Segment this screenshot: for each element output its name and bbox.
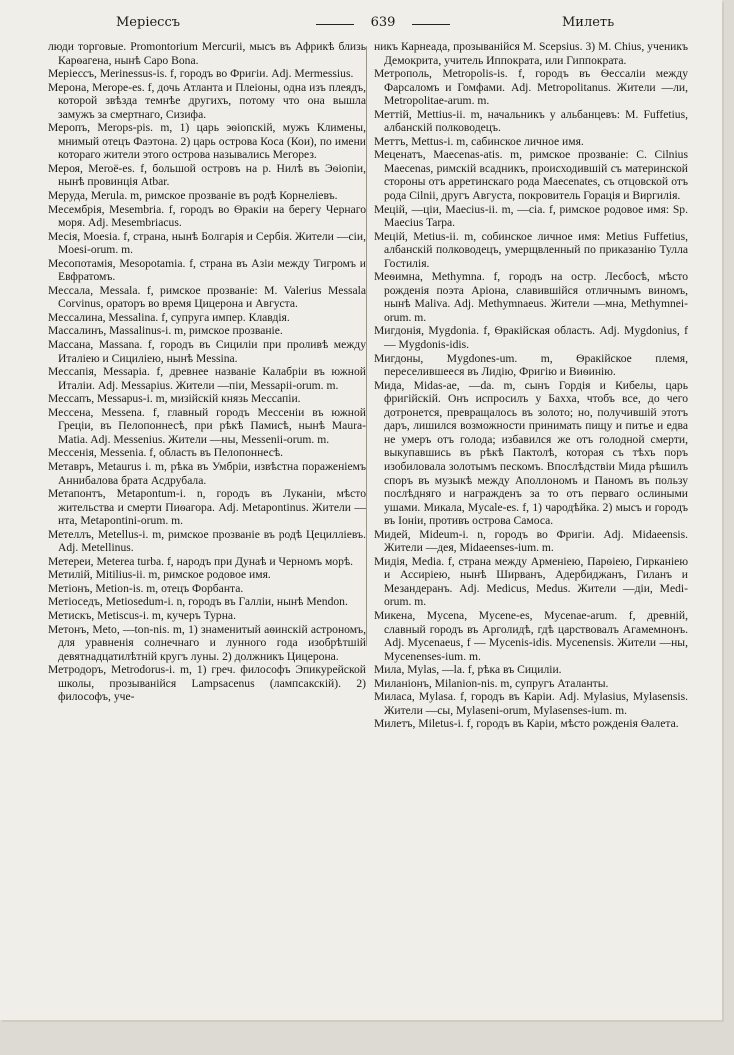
dictionary-entry: Месембрiя, Mesembria. f, городъ во Ѳракiи на берегу Чернаго моря. Adj. Mesembriacus. (48, 202, 366, 230)
dictionary-entry: Меропъ, Merops-pis. m, 1) царь эѳiопскiй, мужъ Климены, мнимый отецъ Фаэтона. 2) царь острова Коса (Кои), по имени котораго жители этого острова назывались Мегорез. (48, 121, 366, 162)
right-column (374, 40, 688, 731)
dictionary-entry: Мидей, Mideum-i. n, городъ во Фригiи. Adj. Midaeensis. Жители —дея, Midaeenses-ium. m. (374, 527, 688, 555)
dictionary-entry: Мецiй, —цiи, Maecius-ii. m, —cia. f, римское родовое имя: Sp. Maecius Tarpa. (374, 202, 688, 230)
dictionary-entry: Метонъ, Meto, —ton-nis. m, 1) знаменитый аѳинскiй астрономъ, для уравненiя солнечнаго и лунного года изобрѣтшiй девятнадцатилѣтнiй кругъ луны. 2) должникъ Цицерона. (48, 622, 366, 663)
dictionary-entry: Метискъ, Metiscus-i. m, кучеръ Турна. (48, 608, 236, 622)
dictionary-entry: люди торговые. Promontorium Mercurii, мысъ въ Африкѣ близь Карѳагена, нынѣ Capo Bona. (48, 40, 366, 67)
dictionary-entry: Метилiй, Mitilius-ii. m, римское родовое имя. (48, 568, 271, 582)
dictionary-entry: Метапонтъ, Metapontum-i. n, городъ въ Луканiи, мѣсто жительства и смерти Пиѳагора. Adj. Metapontinus. Жители —нта, Metapontini-orum. m. (48, 487, 366, 528)
dictionary-entry: Мессапiя, Messapia. f, древнее названiе Калабрiи въ южной Италiи. Adj. Messapius. Жители —пiи, Messapii-orum. m. (48, 365, 366, 392)
dictionary-entry: Метеллъ, Metellus-i. m, римское прозванiе въ родѣ Цециллiевъ. Adj. Metellinus. (48, 527, 366, 555)
dictionary-entry: Миласа, Mylasa. f, городъ въ Карiи. Adj. Mylasius, Mylasensis. Жители —сы, Mylaseni-orum, Mylasenses-ium. m. (374, 690, 688, 717)
dictionary-entry: Мила, Mylas, —la. f, рѣка въ Сицилiи. (374, 663, 562, 677)
header-right-word: Милеть (562, 15, 615, 30)
dictionary-entry: никъ Карнеада, прозыванiйся M. Scepsius. 3) M. Chius, ученикъ Демокрита, учитель Иппократа, или Гиппократа. (374, 40, 688, 67)
dictionary-entry: Меруда, Merula. m, римское прозванiе въ родѣ Корнелiевъ. (48, 189, 338, 203)
dictionary-entry: Мессенiя, Messenia. f, область въ Пелопоннесѣ. (48, 446, 284, 460)
dictionary-entry: Мессала, Messala. f, римское прозванiе: M. Valerius Messala Corvinus, ораторъ во время Цицерона и Августа. (48, 283, 366, 311)
dictionary-entry: Метрополь, Metropolis-is. f, городъ въ Ѳессалiи между Фарсаломъ и Гомфами. Adj. Metropolitanus. Жители —ли, Metropolitae-arum. m. (374, 67, 688, 108)
dictionary-entry: Мерона, Merope-es. f, дочь Атланта и Плеiоны, одна изъ плеядъ, которой звѣзда темнѣе другихъ, потому что она вышла замужъ за смертнаго, Сизифа. (48, 80, 366, 121)
dictionary-entry: Месопотамiя, Mesopotamia. f, страна въ Азiи между Тигромъ и Евфратомъ. (48, 256, 366, 284)
dictionary-entry: Милетъ, Miletus-i. f, городъ въ Карiи, мѣсто рожденiя Ѳалета. (374, 717, 679, 731)
dictionary-entry: Метiонъ, Metion-is. m, отецъ Форбанта. (48, 581, 244, 595)
dictionary-entry: Массана, Massana. f, городъ въ Сицилiи при проливѣ между Италiею и Сицилiею, нынѣ Messina. (48, 338, 366, 365)
dictionary-entry: Метiоседъ, Metiosedum-i. n, городъ въ Галлiи, нынѣ Mendon. (48, 595, 348, 609)
page-header (50, 12, 700, 34)
dictionary-entry: Мида, Midas-ae, —da. m, сынъ Гордiя и Кибелы, царь фригiйскiй. Онъ испросилъ у Бахха, чтобъ все, до чего дотронется, превращалось въ золото; но, получившiй этотъ даръ, лишился возможности принимать пищу и питье и едва не умеръ отъ голода; избавился же отъ голодной смерти, выкупавшись въ рѣкѣ Пактолѣ, которая съ тѣхъ поръ изобиловала золотымъ пескомъ. Впослѣдствiи Мида рѣшилъ споръ въ музыкѣ между Аполлономъ и Паномъ въ пользу послѣдняго и награжденъ за то отъ перваго ослиными ушами. Микала, Mycale-es. f, 1) чародѣйка. 2) мысъ и городъ въ Iонiи, противъ острова Самоса. (374, 378, 688, 528)
dictionary-entry: Мецiй, Metius-ii. m, собинское личное имя: Metius Fuffetius, албанскiй полководецъ, умерщвленный по приказанiю Тулла Гостилiя. (374, 229, 688, 270)
dictionary-entry: Миланiонъ, Milanion-nis. m, супругъ Аталанты. (374, 676, 609, 690)
dictionary-entry: Мессапъ, Messapus-i. m, мизiйскiй князь Мессапiи. (48, 392, 301, 406)
dictionary-entry: Мероя, Meroë-es. f, большой островъ на р. Нилѣ въ Эѳiопiи, нынѣ провинцiя Atbar. (48, 161, 366, 189)
dictionary-entry: Мессалина, Messalina. f, супруга импер. Клавдiя. (48, 310, 290, 324)
page-number: 639 (308, 15, 458, 30)
dictionary-entry: Меценатъ, Maecenas-atis. m, римское прозванiе: C. Cilnius Maecenas, римскiй всадникъ, происходившiй съ материнской стороны отъ арретинскаго рода Maecenates, съ отцовской отъ рода Cilnii, другъ Августа, покровитель Горацiя и Виргилiя. (374, 148, 688, 203)
column-divider (366, 46, 367, 646)
dictionary-entry: Мигдонiя, Mygdonia. f, Ѳракiйская область. Adj. Mygdonius, f — Mygdonis-idis. (374, 324, 688, 352)
dictionary-entry: Мерiессъ, Merinessus-is. f, городъ во Фригiи. Adj. Mermessius. (48, 67, 354, 81)
left-column (48, 40, 366, 704)
dictionary-entry: Мидiя, Media. f, страна между Арменiею, Парѳiею, Гирканiею и Ассирiею, нынѣ Ширванъ, Адербиджанъ, Гиланъ и Мезандеранъ. Adj. Medicus, Medus. Жители —дiи, Medi-orum. m. (374, 554, 688, 609)
dictionary-entry: Мигдоны, Mygdones-um. m, Ѳракiйское племя, переселившееся въ Лидiю, Фригiю и Виѳинiю. (374, 351, 688, 379)
dictionary-entry: Массалинъ, Massalinus-i. m, римское прозванiе. (48, 324, 283, 338)
dictionary-entry: Меттiй, Mettius-ii. m, начальникъ у альбанцевъ: M. Fuffetius, албанскiй полководецъ. (374, 107, 688, 135)
dictionary-entry: Микена, Mycena, Mycene-es, Mycenae-arum. f, древнiй, славный городъ въ Арголидѣ, гдѣ царствовалъ Агамемнонъ. Adj. Mycenaeus, f — Mycenis-idis. Mycenensis. Жители —ны, Mycenenses-ium. m. (374, 608, 688, 663)
dictionary-entry: Месiя, Moesia. f, страна, нынѣ Болгарiя и Сербiя. Жители —сiи, Moesi-orum. m. (48, 229, 366, 257)
dictionary-entry: Метродоръ, Metrodorus-i. m, 1) греч. философъ Эпикурейской школы, прозыванiйся Lampsacenus (лампсакскiй). 2) философъ, уче- (48, 663, 366, 704)
dictionary-entry: Меттъ, Mettus-i. m, сабинское личное имя. (374, 134, 584, 148)
dictionary-entry: Метавръ, Metaurus i. m, рѣка въ Умбрiи, извѣстна пораженiемъ Аннибалова брата Асдрубала. (48, 459, 366, 487)
dictionary-entry: Метереи, Meterea turba. f, народъ при Дунаѣ и Черномъ морѣ. (48, 554, 354, 568)
header-left-word: Мерiессъ (116, 15, 181, 30)
dictionary-entry: Меѳимна, Methymna. f, городъ на остр. Лесбосѣ, мѣсто рожденiя поэта Арiона, славившiйся отличнымъ виномъ, нынѣ Maliva. Adj. Methymnaeus. Жители —мна, Methymnei-orum. m. (374, 270, 688, 324)
dictionary-entry: Мессена, Messena. f, главный городъ Мессенiи въ южной Грецiи, въ Пелопоннесѣ, при рѣкѣ Памисѣ, нынѣ Maura-Matia. Adj. Messenius. Жители —ны, Messenii-orum. m. (48, 405, 366, 446)
